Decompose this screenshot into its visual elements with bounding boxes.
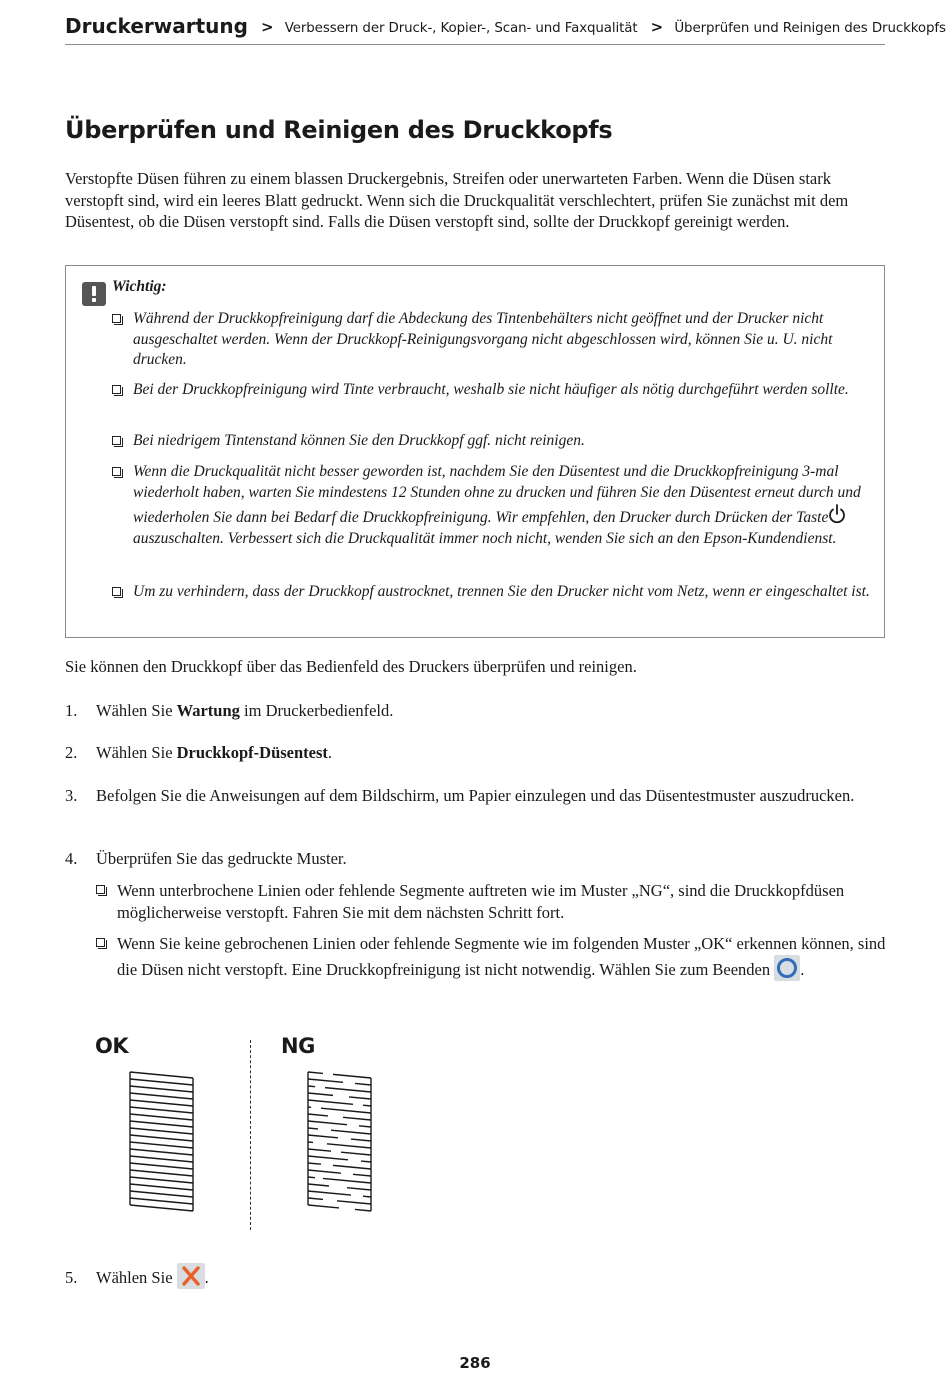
bullet-icon [96,885,105,894]
nozzle-line [130,1114,193,1120]
step-number: 1. [65,701,78,720]
important-icon [82,282,106,306]
nozzle-line-segment [353,1174,371,1176]
notice-item [112,431,872,452]
nozzle-line-segment [308,1135,338,1138]
notice-item-text: Bei niedrigem Tintenstand können Sie den Druckkopf ggf. nicht reinigen. [133,432,585,449]
nozzle-line-segment [308,1156,348,1160]
step-number: 4. [65,849,78,868]
bullet-icon [112,314,121,323]
close-x-button-icon [177,1263,205,1295]
step-text: . [204,1268,209,1287]
page-title: Überprüfen und Reinigen des Druckkopfs [65,116,613,144]
bullet-icon [96,938,105,947]
notice-item [112,582,872,603]
nozzle-line-segment [331,1130,371,1134]
sub-item-text: Wenn Sie keine gebrochenen Linien oder fehlende Segmente wie im folgenden Muster „OK“ erkennen können, sind die Düsen nicht verstopft. Eine Druckkopfreinigung ist nicht notwendig. Wählen Sie zum Beenden [117,934,886,979]
step-text: im Druckerbedienfeld. [244,701,394,720]
nozzle-line [130,1135,193,1141]
breadcrumb-separator-icon: > [650,18,664,36]
nozzle-line [130,1079,193,1085]
nozzle-line [130,1191,193,1197]
bullet-icon [112,587,121,596]
nozzle-line-segment [361,1161,371,1162]
step-text: . [327,743,333,762]
nozzle-line [130,1142,193,1148]
nozzle-line-segment [355,1209,371,1211]
nozzle-line-segment [321,1108,371,1113]
nozzle-line [130,1163,193,1169]
notice-item-text: Während der Druckkopfreinigung darf die Abdeckung des Tintenbehälters nicht geöffnet und der Drucker nicht ausgeschaltet werden. Wenn der Druckkopf-Reinigungsvorgang nicht abgeschlossen wird, können Sie u. U. nicht drucken. [133,310,833,368]
step-2 [65,742,887,764]
nozzle-line-segment [337,1201,371,1204]
notice-title: Wichtig: [112,278,167,295]
notice-item [112,462,872,549]
nozzle-line-segment [308,1121,347,1125]
step-text: Wählen Sie [96,743,173,762]
step-text: Wählen Sie [96,1268,173,1287]
nozzle-line-segment [308,1149,331,1151]
nozzle-line [130,1086,193,1092]
breadcrumb [65,14,946,45]
sub-item-text: Wenn unterbrochene Linien oder fehlende Segmente auftreten wie im Muster „NG“, sind die Druckkopfdüsen möglicherweise verstopft. Fahren Sie mit dem nächsten Schritt fort. [117,881,845,922]
nozzle-line [130,1198,193,1204]
breadcrumb-item[interactable]: Verbessern der Druck-, Kopier-, Scan- und Faxqualität [284,21,638,36]
menu-item-name: Druckkopf-Düsentest [176,743,328,762]
nozzle-line-segment [308,1170,341,1173]
step-number: 5. [65,1268,78,1287]
nozzle-line-segment [351,1139,371,1141]
nozzle-line-segment [308,1184,329,1186]
nozzle-line [130,1107,193,1113]
nozzle-line-segment [347,1188,371,1190]
lead-paragraph: Sie können den Druckkopf über das Bedienfeld des Druckers überprüfen und reinigen. [65,657,637,676]
nozzle-line-segment [308,1198,323,1199]
nozzle-line-segment [308,1100,353,1104]
notice-item [112,380,872,401]
ok-nozzle-pattern [125,1068,200,1218]
nozzle-line-segment [308,1191,351,1195]
step-number: 2. [65,743,78,762]
important-notice [65,265,885,638]
nozzle-line [130,1205,193,1211]
nozzle-line-segment [308,1205,339,1208]
nozzle-line [130,1121,193,1127]
notice-item-text-part: auszuschalten. Verbessert sich die Druckqualität immer noch nicht, wenden Sie sich an den Epson-Kundendienst. [133,529,837,547]
step-text: Befolgen Sie die Anweisungen auf dem Bildschirm, um Papier einzulegen und das Düsentestmuster auszudrucken. [96,786,855,805]
ng-nozzle-pattern [303,1068,378,1218]
page-number: 286 [459,1354,491,1372]
nozzle-line-segment [308,1114,328,1116]
ok-pattern-label: OK [95,1034,129,1058]
sub-item-text: . [800,959,805,979]
step-number: 3. [65,786,78,805]
nozzle-line-segment [308,1079,343,1082]
sub-item [96,880,886,923]
nozzle-line-segment [327,1144,371,1148]
sub-item [96,933,886,986]
bullet-icon [112,467,121,476]
bullet-icon [112,436,121,445]
step-5 [65,1263,887,1295]
nozzle-line-segment [359,1126,371,1127]
circle-button-icon [774,955,800,987]
nozzle-line [130,1072,193,1078]
breadcrumb-item[interactable]: Überprüfen und Reinigen des Druckkopfs [674,21,946,36]
nozzle-line-segment [308,1128,318,1129]
breadcrumb-separator-icon: > [261,18,274,36]
step-text: Wählen Sie [96,701,173,720]
nozzle-line-segment [323,1178,371,1183]
step-4 [65,848,887,870]
nozzle-line [130,1093,193,1099]
nozzle-line [130,1170,193,1176]
nozzle-line [130,1184,193,1190]
nozzle-line-segment [333,1165,371,1169]
ng-pattern-label: NG [281,1034,315,1058]
nozzle-line-segment [308,1072,323,1073]
nozzle-line-segment [333,1074,371,1078]
intro-paragraph: Verstopfte Düsen führen zu einem blassen Druckergebnis, Streifen oder unerwarteten Farben. Wenn die Düsen stark verstopft sind, wird ein leeres Blatt gedruckt. Wenn sich die Druckqualität verschlechtert, prüfen Sie zunächst mit dem Düsentest, ob die Düsen verstopft sind. Falls die Düsen verstopft sind, sollte der Druckkopf gereinigt werden. [65,169,849,231]
menu-item-name: Wartung [176,701,240,720]
notice-item-text [112,462,872,549]
notice-item-text: Bei der Druckkopfreinigung wird Tinte verbraucht, weshalb sie nicht häufiger als nötig durchgeführt werden sollte. [133,381,849,398]
nozzle-line [130,1128,193,1134]
nozzle-line-segment [308,1177,315,1178]
nozzle-line [130,1156,193,1162]
nozzle-line-segment [308,1093,333,1095]
nozzle-line [130,1100,193,1106]
step-1 [65,700,887,722]
nozzle-line-segment [341,1152,371,1155]
bullet-icon [112,385,121,394]
step-3 [65,785,887,807]
figure-divider [250,1040,251,1230]
nozzle-line-segment [363,1196,371,1197]
power-icon [828,503,846,525]
nozzle-line-segment [363,1105,371,1106]
step-text: Überprüfen Sie das gedruckte Muster. [96,849,347,868]
nozzle-line [130,1177,193,1183]
nozzle-line-segment [308,1086,315,1087]
notice-item [112,309,872,371]
nozzle-line-segment [349,1097,371,1099]
nozzle-line-segment [355,1083,371,1085]
nozzle-line [130,1149,193,1155]
nozzle-line-segment [308,1163,321,1164]
nozzle-line-segment [325,1088,371,1092]
notice-item-text-part: Wenn die Druckqualität nicht besser geworden ist, nachdem Sie den Düsentest und die Druckkopfreinigung 3-mal wiederholt haben, warten Sie mindestens 12 Stunden ohne zu drucken und führen Sie den Düsentest erneut durch und wiederholen Sie dann bei Bedarf die Druckkopfreinigung. Wir empfehlen, den Drucker durch Drücken der Taste [133,463,861,526]
nozzle-line-segment [343,1117,371,1120]
notice-item-text: Um zu verhindern, dass der Druckkopf austrocknet, trennen Sie den Drucker nicht vom Netz, wenn er eingeschaltet ist. [133,583,870,600]
breadcrumb-section[interactable]: Druckerwartung [65,14,248,38]
